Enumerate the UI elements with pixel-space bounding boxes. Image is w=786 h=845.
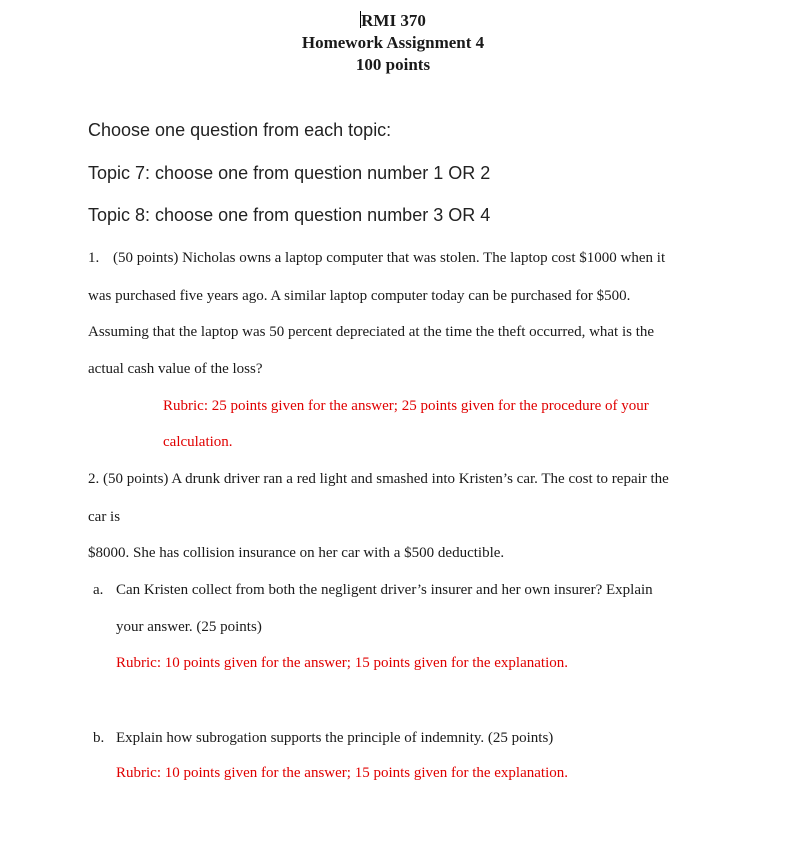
course-title: RMI 370 <box>361 11 426 30</box>
q1-line-3: Assuming that the laptop was 50 percent depreciated at the time the theft occurred, what is the <box>88 324 655 340</box>
q2b-rubric: Rubric: 10 points given for the answer; 15 points given for the explanation. <box>116 765 568 781</box>
q2b-marker: b. <box>93 730 105 746</box>
intro-choose: Choose one question from each topic: <box>88 120 392 140</box>
q2b-line: Explain how subrogation supports the principle of indemnity. (25 points) <box>116 730 554 746</box>
q2a-rubric: Rubric: 10 points given for the answer; 15 points given for the explanation. <box>116 655 568 671</box>
q2-line-2: car is <box>88 509 121 525</box>
intro-topic-8: Topic 8: choose one from question number 3 OR 4 <box>88 205 491 225</box>
q2a-line-1: Can Kristen collect from both the negligent driver’s insurer and her own insurer? Explain <box>116 582 653 598</box>
intro-topic-7: Topic 7: choose one from question number 1 OR 2 <box>88 163 491 183</box>
q1-line-2: was purchased five years ago. A similar laptop computer today can be purchased for $500. <box>88 288 631 304</box>
q2a-line-2: your answer. (25 points) <box>116 619 262 635</box>
q1-rubric-line-1: Rubric: 25 points given for the answer; 25 points given for the procedure of your <box>163 398 649 414</box>
q2-line-3: $8000. She has collision insurance on her car with a $500 deductible. <box>88 545 505 561</box>
q2a-marker: a. <box>93 582 104 598</box>
q1-number: 1. <box>88 250 100 266</box>
total-points: 100 points <box>355 55 431 74</box>
assignment-title: Homework Assignment 4 <box>301 33 485 52</box>
document-header <box>0 10 786 76</box>
q1-rubric-line-2: calculation. <box>163 434 233 450</box>
q1-line-1: (50 points) Nicholas owns a laptop computer that was stolen. The laptop cost $1000 when it <box>113 250 666 266</box>
q2-line-1: 2. (50 points) A drunk driver ran a red light and smashed into Kristen’s car. The cost to repair the <box>88 471 669 487</box>
q1-line-4: actual cash value of the loss? <box>88 361 263 377</box>
